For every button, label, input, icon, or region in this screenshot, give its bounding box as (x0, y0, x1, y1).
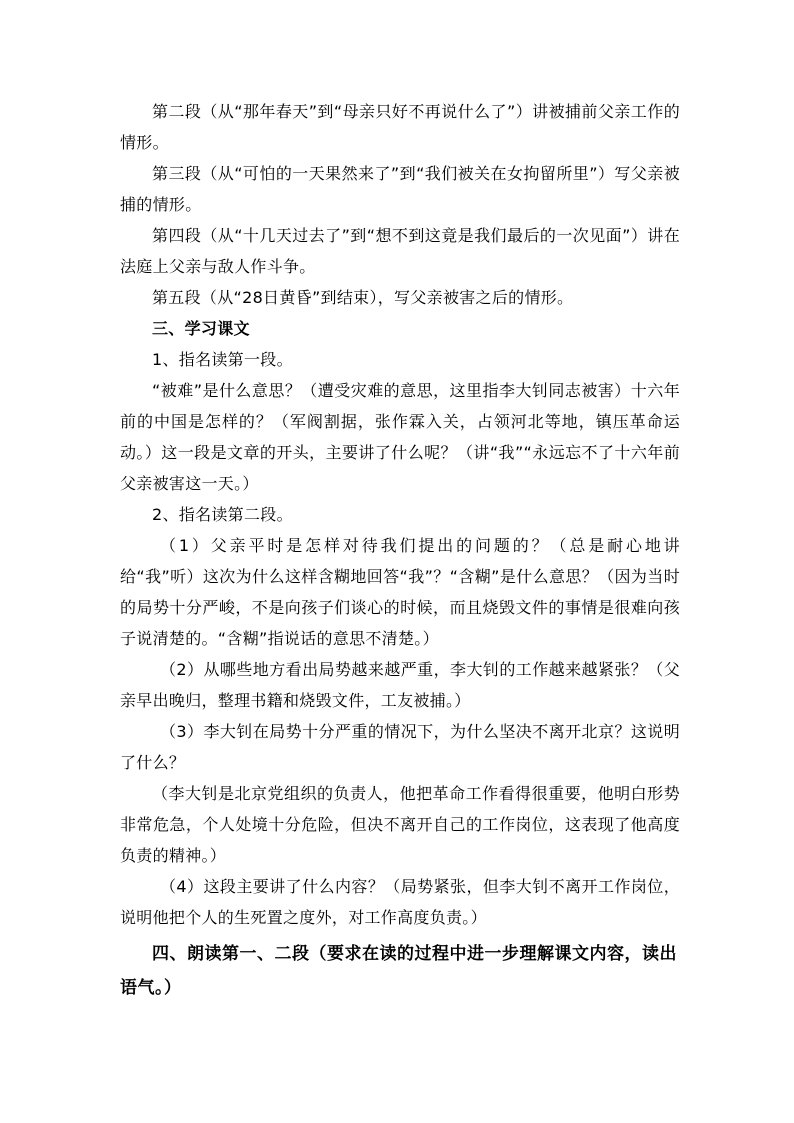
paragraph-read-first: 1、指名读第一段。 (152, 350, 293, 369)
paragraph-section-5: 第五段（从“28日黄昏”到结束），写父亲被害之后的情形。 (152, 288, 574, 307)
paragraph-question-3: （3）李大钊在局势十分严重的情况下，为什么坚决不离开北京？这说明了什么？ (120, 722, 680, 772)
document-page (120, 96, 680, 1005)
heading-read-aloud: 四、朗读第一、二段（要求在读的过程中进一步理解课文内容，读出语气。） (120, 944, 677, 998)
paragraph-question-1: （1）父亲平时是怎样对待我们提出的问题的？（总是耐心地讲给“我”听）这次为什么这样含糊地回答“我”？“含糊”是什么意思？（因为当时的局势十分严峻，不是向孩子们谈心的时候，而且烧毁文件的事情是很难向孩子说清楚的。“含糊”指说话的意思不清楚。） (120, 536, 680, 648)
paragraph-section-4: 第四段（从“十几天过去了”到“想不到这竟是我们最后的一次见面”）讲在法庭上父亲与敌人作斗争。 (120, 226, 680, 276)
paragraph-section-3: 第三段（从“可怕的一天果然来了”到“我们被关在女拘留所里”）写父亲被捕的情形。 (120, 164, 680, 214)
paragraph-answer-3: （李大钊是北京党组织的负责人，他把革命工作看得很重要，他明白形势非常危急，个人处境十分危险，但决不离开自己的工作岗位，这表现了他高度负责的精神。） (120, 784, 680, 865)
paragraph-section-2: 第二段（从“那年春天”到“母亲只好不再说什么了”）讲被捕前父亲工作的情形。 (120, 102, 680, 152)
paragraph-first-qa: “被难”是什么意思？（遭受灾难的意思，这里指李大钊同志被害）十六年前的中国是怎样的？（军阀割据，张作霖入关，占领河北等地，镇压革命运动。）这一段是文章的开头，主要讲了什么呢？（讲“我”“永远忘不了十六年前父亲被害这一天。） (120, 381, 680, 493)
heading-study-text: 三、学习课文 (152, 319, 250, 338)
paragraph-question-4: （4）这段主要讲了什么内容？（局势紧张，但李大钊不离开工作岗位，说明他把个人的生死置之度外，对工作高度负责。） (120, 877, 680, 927)
paragraph-read-second: 2、指名读第二段。 (152, 505, 293, 524)
paragraph-question-2: （2）从哪些地方看出局势越来越严重，李大钊的工作越来越紧张？（父亲早出晚归，整理书籍和烧毁文件，工友被捕。） (120, 660, 680, 710)
